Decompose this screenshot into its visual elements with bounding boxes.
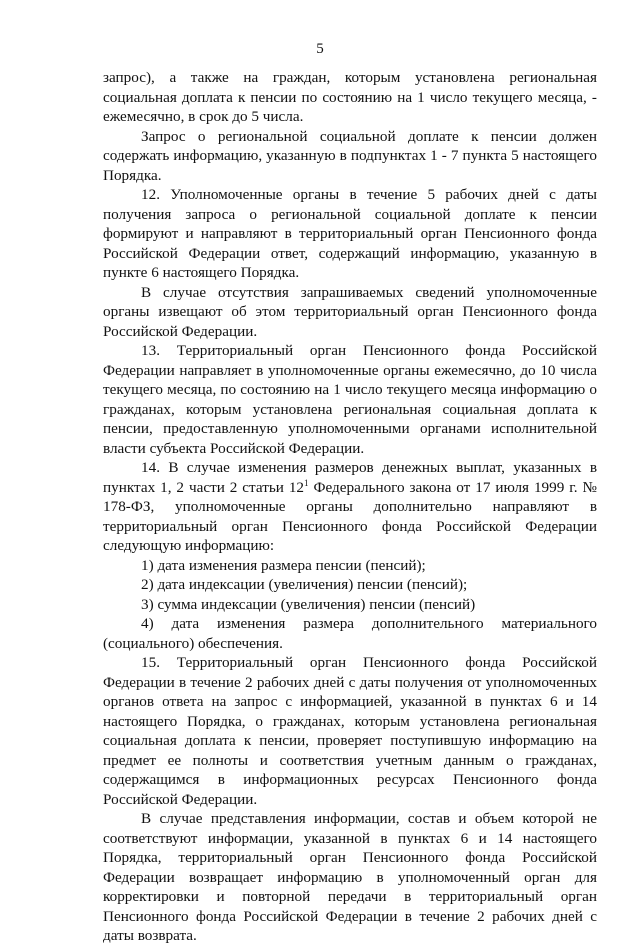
list-item: 4) дата изменения размера дополнительного материального (социального) обеспечения.: [103, 615, 597, 652]
paragraph-12-absence: В случае отсутствия запрашиваемых сведений уполномоченные органы извещают об этом территориальный орган Пенсионного фонда Российской Федерации.: [103, 283, 597, 340]
paragraph-14: [103, 458, 597, 556]
list-item: 2) дата индексации (увеличения) пенсии (пенсий);: [141, 576, 468, 593]
paragraph-13: 13. Территориальный орган Пенсионного фонда Российской Федерации направляет в уполномоченные органы ежемесячно, до 10 числа текущего месяца, по состоянию на 1 число текущего месяца информацию о гражданах, которым установлена региональная социальная доплата к пенсии, предоставленную уполномоченными органами исполнительной власти субъекта Российской Федерации.: [103, 342, 597, 457]
paragraph-request-content: Запрос о региональной социальной доплате к пенсии должен содержать информацию, указанную в подпунктах 1 - 7 пункта 5 настоящего Порядка.: [103, 127, 597, 184]
paragraph-15: 15. Территориальный орган Пенсионного фонда Российской Федерации в течение 2 рабочих дней с даты получения от уполномоченных органов ответа на запрос с информацией, указанной в пунктах 6 и 14 настоящего Порядка, о гражданах, которым установлена региональная социальная доплата к пенсии, проверяет поступившую информацию на предмет ее полноты и соответствия учетным данным о гражданах, содержащимся в информационных ресурсах Пенсионного фонда Российской Федерации.: [103, 654, 597, 808]
paragraph-14-end: Федерального закона от 17 июля 1999 г. № 178-ФЗ, уполномоченные органы дополнительно направляют в территориальный орган Пенсионного фонда Российской Федерации следующую информацию:: [103, 478, 597, 554]
page-number: 5: [316, 41, 324, 57]
paragraph-12: 12. Уполномоченные органы в течение 5 рабочих дней с даты получения запроса о региональной социальной доплате к пенсии формируют и направляют в территориальный орган Пенсионного фонда Российской Федерации ответ, содержащий информацию, указанную в пункте 6 настоящего Порядка.: [103, 186, 597, 281]
paragraph-continuation: запрос), а также на граждан, которым установлена региональная социальная доплата к пенсии по состоянию на 1 число текущего месяца, - ежемесячно, в срок до 5 числа.: [103, 69, 597, 125]
paragraph-14-start: 14. В случае изменения размеров денежных выплат, указанных в пунктах 1, 2 части 2 статьи 12: [103, 459, 597, 496]
document-body: [103, 68, 597, 946]
paragraph-15-return: В случае представления информации, состав и объем которой не соответствуют информации, указанной в пунктах 6 и 14 настоящего Порядка, территориальный орган Пенсионного фонда Российской Федерации возвращает информацию в уполномоченный орган для корректировки и повторной передачи в территориальный орган Пенсионного фонда Российской Федерации в течение 2 рабочих дней с даты возврата.: [103, 810, 597, 944]
list-item: 3) сумма индексации (увеличения) пенсии (пенсий): [141, 595, 476, 613]
superscript-one: 1: [304, 477, 309, 488]
list-item: 1) дата изменения размера пенсии (пенсий);: [141, 556, 426, 574]
